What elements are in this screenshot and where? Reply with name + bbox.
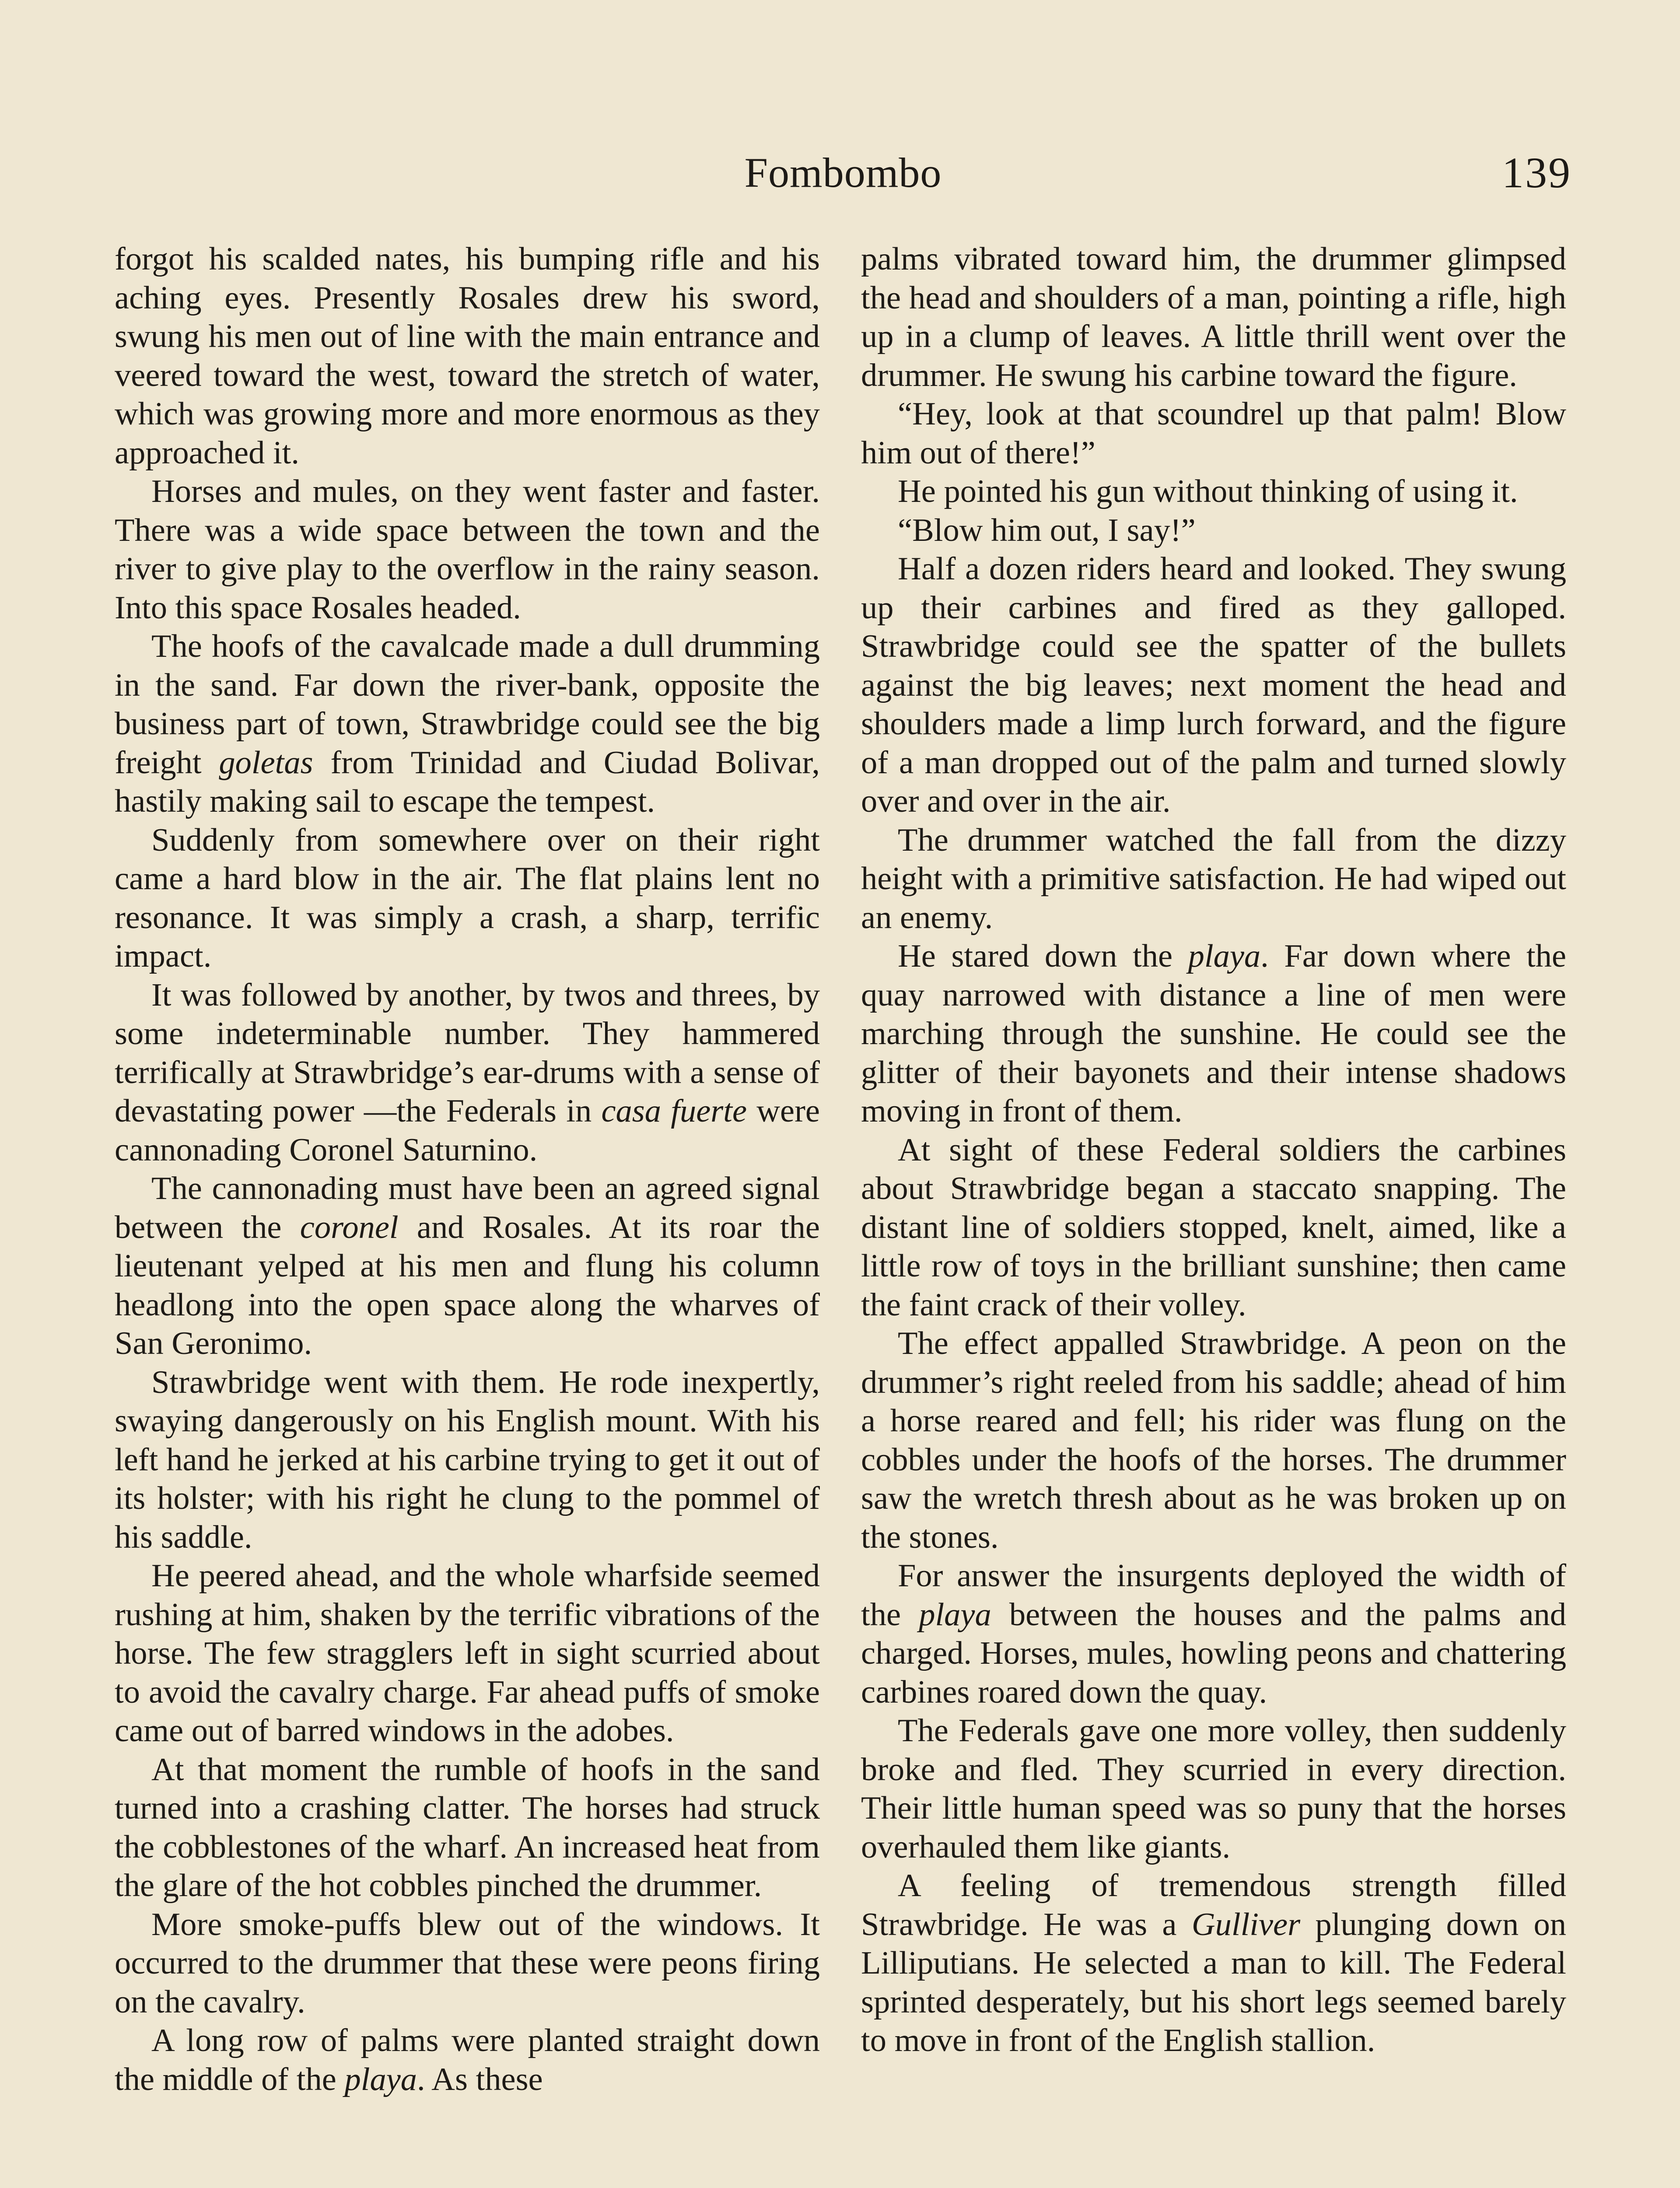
paragraph (861, 1711, 1566, 1866)
text-run: palms vibrated toward him, the drummer glimpsed the head and shoulders of a man, pointing a rifle, high up in a clump of leaves. A little thrill went over the drummer. He swung his carbine toward the figure. (861, 241, 1566, 393)
text-run: More smoke-puffs blew out of the windows. It occurred to the drummer that these were peons firing on the cavalry. (115, 1906, 820, 2020)
paragraph (861, 1557, 1566, 1711)
text-run: The Federals gave one more volley, then suddenly broke and fled. They scurried in every direction. Their little human speed was so puny that the horses overhauled them like giants. (861, 1713, 1566, 1865)
text-run: At that moment the rumble of hoofs in the sand turned into a crashing clatter. The horses had struck the cobblestones of the wharf. An increased heat from the glare of the hot cobbles pinched the drummer. (115, 1751, 820, 1904)
text-run: between the houses and the palms and charged. Horses, mules, howling peons and chattering carbines roared down the quay. (861, 1596, 1566, 1710)
text-run: A long row of palms were planted straight down the middle of the (115, 2023, 820, 2097)
text-run: “Hey, look at that scoundrel up that palm! Blow him out of there!” (861, 396, 1566, 471)
text-run: He pointed his gun without thinking of using it. (898, 473, 1518, 509)
paragraph (861, 937, 1566, 1131)
paragraph (115, 472, 820, 627)
italic-text: casa fuerte (601, 1093, 747, 1129)
text-run: A feeling of tremendous strength filled Strawbridge. He was a (861, 1868, 1566, 1943)
paragraph (861, 511, 1566, 550)
italic-text: goletas (219, 744, 313, 781)
page-header (115, 144, 1572, 210)
paragraph (861, 1324, 1566, 1557)
paragraph (861, 240, 1566, 395)
text-run: . Far down where the quay narrowed with distance a line of men were marching through the sunshine. He could see the glitter of their bayonets and their intense shadows moving in front of them. (861, 938, 1566, 1129)
paragraph (115, 976, 820, 1170)
text-run: The cannonading must have been an agreed signal between the (115, 1171, 820, 1245)
text-run: At sight of these Federal soldiers the carbines about Strawbridge began a staccato snapping. The distant line of soldiers stopped, knelt, aimed, like a little row of toys in the brilliant sunshine; then came the faint crack of their volley. (861, 1132, 1566, 1323)
text-run: Half a dozen riders heard and looked. They swung up their carbines and fired as they galloped. Strawbridge could see the spatter of the bullets against the big leaves; next moment the head and shoulders made a limp lurch forward, and the figure of a man dropped out of the palm and turned slowly over and over in the air. (861, 551, 1566, 819)
text-run: from Trinidad and Ciudad Bolivar, hastily making sail to escape the tempest. (115, 744, 820, 819)
text-run: were cannonading Coronel Saturnino. (115, 1093, 820, 1168)
paragraph (115, 821, 820, 976)
paragraph (861, 1131, 1566, 1325)
paragraph (115, 627, 820, 821)
text-run: forgot his scalded nates, his bumping rifle and his aching eyes. Presently Rosales drew his sword, swung his men out of line with the main entrance and veered toward the west, toward the stretch of water, which was growing more and more enormous as they approached it. (115, 241, 820, 471)
paragraph (861, 1866, 1566, 2060)
paragraph (115, 1557, 820, 1750)
paragraph (115, 2021, 820, 2099)
text-run: and Rosales. At its roar the lieutenant yelped at his men and flung his column headlong into the open space along the wharves of San Geronimo. (115, 1209, 820, 1361)
paragraph (861, 472, 1566, 511)
italic-text: playa (919, 1596, 991, 1633)
text-run: He stared down the (898, 938, 1188, 974)
italic-text: playa (344, 2061, 417, 2097)
italic-text: coronel (300, 1209, 399, 1245)
text-run: Strawbridge went with them. He rode inexpertly, swaying dangerously on his English mount. With his left hand he jerked at his carbine trying to get it out of its holster; with his right he clung to the pommel of his saddle. (115, 1364, 820, 1555)
text-run: “Blow him out, I say!” (898, 512, 1196, 548)
text-run: The hoofs of the cavalcade made a dull drumming in the sand. Far down the river-bank, opposite the business part of town, Strawbridge could see the big freight (115, 628, 820, 781)
text-run: The effect appalled Strawbridge. A peon on the drummer’s right reeled from his saddle; ahead of him a horse reared and fell; his rider was flung on the cobbles under the hoofs of the horses. The drummer saw the wretch thresh about as he was broken up on the stones. (861, 1325, 1566, 1555)
text-run: . As these (417, 2061, 543, 2097)
paragraph (861, 550, 1566, 821)
italic-text: playa (1188, 938, 1261, 974)
paragraph (115, 1905, 820, 2022)
text-run: For answer the insurgents deployed the width of the (861, 1558, 1566, 1633)
running-head: Fombombo (744, 149, 942, 196)
text-run: It was followed by another, by twos and threes, by some indeterminable number. They hammered terrifically at Strawbridge’s ear-drums with a sense of devastating power —the Federals in (115, 977, 820, 1129)
paragraph (115, 240, 820, 472)
text-run: The drummer watched the fall from the dizzy height with a primitive satisfaction. He had wiped out an enemy. (861, 822, 1566, 936)
italic-text: Gulliver (1191, 1906, 1301, 1943)
text-run: Horses and mules, on they went faster and faster. There was a wide space between the town and the river to give play to the overflow in the rainy season. Into this space Rosales headed. (115, 473, 820, 626)
page-number: 139 (1502, 148, 1572, 197)
text-run: Suddenly from somewhere over on their right came a hard blow in the air. The flat plains lent no resonance. It was simply a crash, a sharp, terrific impact. (115, 822, 820, 974)
text-run: plunging down on Lilliputians. He selected a man to kill. The Federal sprinted desperately, but his short legs seemed barely to move in front of the English stallion. (861, 1906, 1567, 2058)
right-column (861, 240, 1566, 2060)
text-run: He peered ahead, and the whole wharfside seemed rushing at him, shaken by the terrific vibrations of the horse. The few stragglers left in sight scurried about to avoid the cavalry charge. Far ahead puffs of smoke came out of barred windows in the adobes. (115, 1558, 820, 1749)
paragraph (861, 821, 1566, 937)
paragraph (115, 1363, 820, 1557)
left-column (115, 240, 820, 2099)
paragraph (115, 1169, 820, 1363)
paragraph (115, 1750, 820, 1905)
paragraph (861, 395, 1566, 472)
